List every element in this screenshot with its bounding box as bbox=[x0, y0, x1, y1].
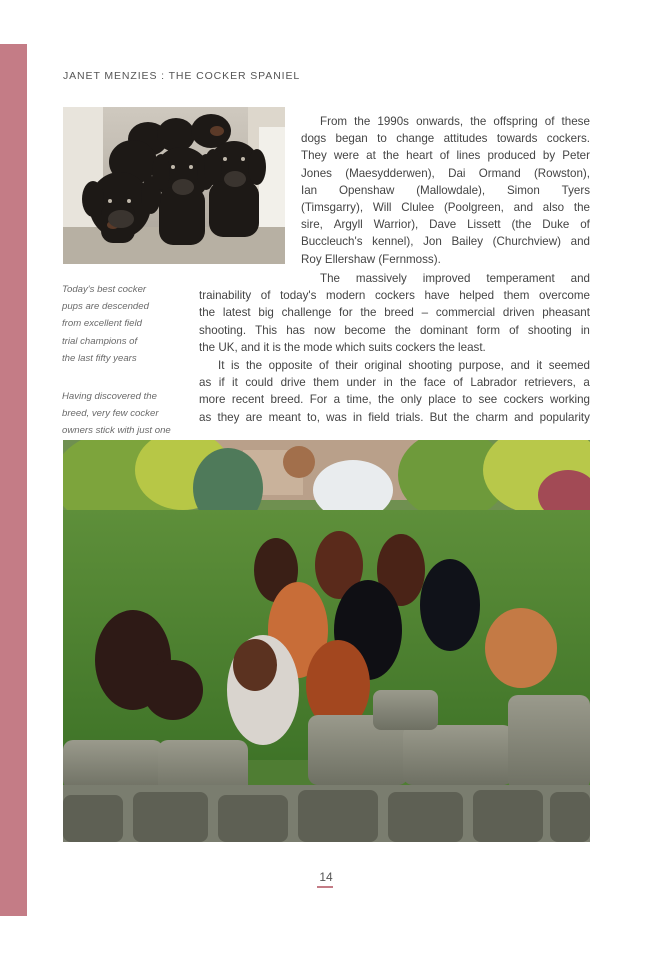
group-of-cockers-photo bbox=[63, 440, 590, 842]
text-line: Roy Ellershaw (Fernmoss). bbox=[301, 252, 441, 266]
caption-line: trial champions of bbox=[62, 335, 138, 347]
text-line: as if it could drive them under in the face of Labrador retrievers, a bbox=[199, 376, 590, 390]
caption-line: from excellent field bbox=[62, 318, 142, 330]
page-number: 14 bbox=[319, 870, 333, 884]
text-line: sire, Argyll Warrior), Dave Lissett (the Duke of bbox=[301, 218, 590, 232]
text-line: The massively improved temperament and bbox=[320, 272, 590, 285]
caption-puppies bbox=[62, 284, 187, 370]
caption-line: the last fifty years bbox=[62, 352, 137, 364]
text-line: Jones (Maesydderwen), Dai Ormand (Rowston), bbox=[301, 166, 590, 180]
puppies-photo bbox=[63, 107, 285, 264]
text-line: They were at the heart of lines produced by Peter bbox=[301, 149, 590, 163]
body-paragraph bbox=[199, 270, 590, 356]
body-paragraph bbox=[199, 357, 590, 426]
caption-line: breed, very few cocker bbox=[62, 408, 159, 420]
text-line: the UK, and it is the mode which suits cockers the least. bbox=[199, 340, 486, 354]
text-line: shooting. This has now become the dominant form of shooting in bbox=[199, 323, 590, 337]
caption-group-photo bbox=[62, 391, 187, 443]
text-line: as they are meant to, was in field trials. But the charm and popularity bbox=[199, 410, 590, 424]
text-line: Buccleuch's kennel), Jon Bailey (Churchview) and bbox=[301, 235, 590, 249]
text-line: From the 1990s onwards, the offspring of these bbox=[320, 115, 590, 128]
text-line: It is the opposite of their original shooting purpose, and it seemed bbox=[218, 359, 590, 372]
text-line: the latest big challenge for the breed – commercial driven pheasant bbox=[199, 306, 590, 320]
text-line: more recent breed. For a time, the only place to see cockers working bbox=[199, 393, 590, 407]
text-line: trainability of today's modern cockers have helped them overcome bbox=[199, 289, 590, 303]
caption-line: pups are descended bbox=[62, 301, 149, 313]
body-paragraph bbox=[301, 113, 590, 268]
text-line: (Timsgarry), Will Clulee (Poolgreen, and also the bbox=[301, 201, 590, 215]
page-number-underline bbox=[317, 886, 333, 888]
text-line: Ian Openshaw (Mallowdale), Simon Tyers bbox=[301, 183, 590, 197]
page-edge-color-bar bbox=[0, 44, 27, 916]
running-head: JANET MENZIES : THE COCKER SPANIEL bbox=[63, 70, 301, 82]
text-line: dogs began to change attitudes towards cockers. bbox=[301, 132, 590, 146]
caption-line: Having discovered the bbox=[62, 391, 157, 402]
caption-line: Today's best cocker bbox=[62, 284, 147, 295]
caption-line: owners stick with just one bbox=[62, 425, 171, 437]
